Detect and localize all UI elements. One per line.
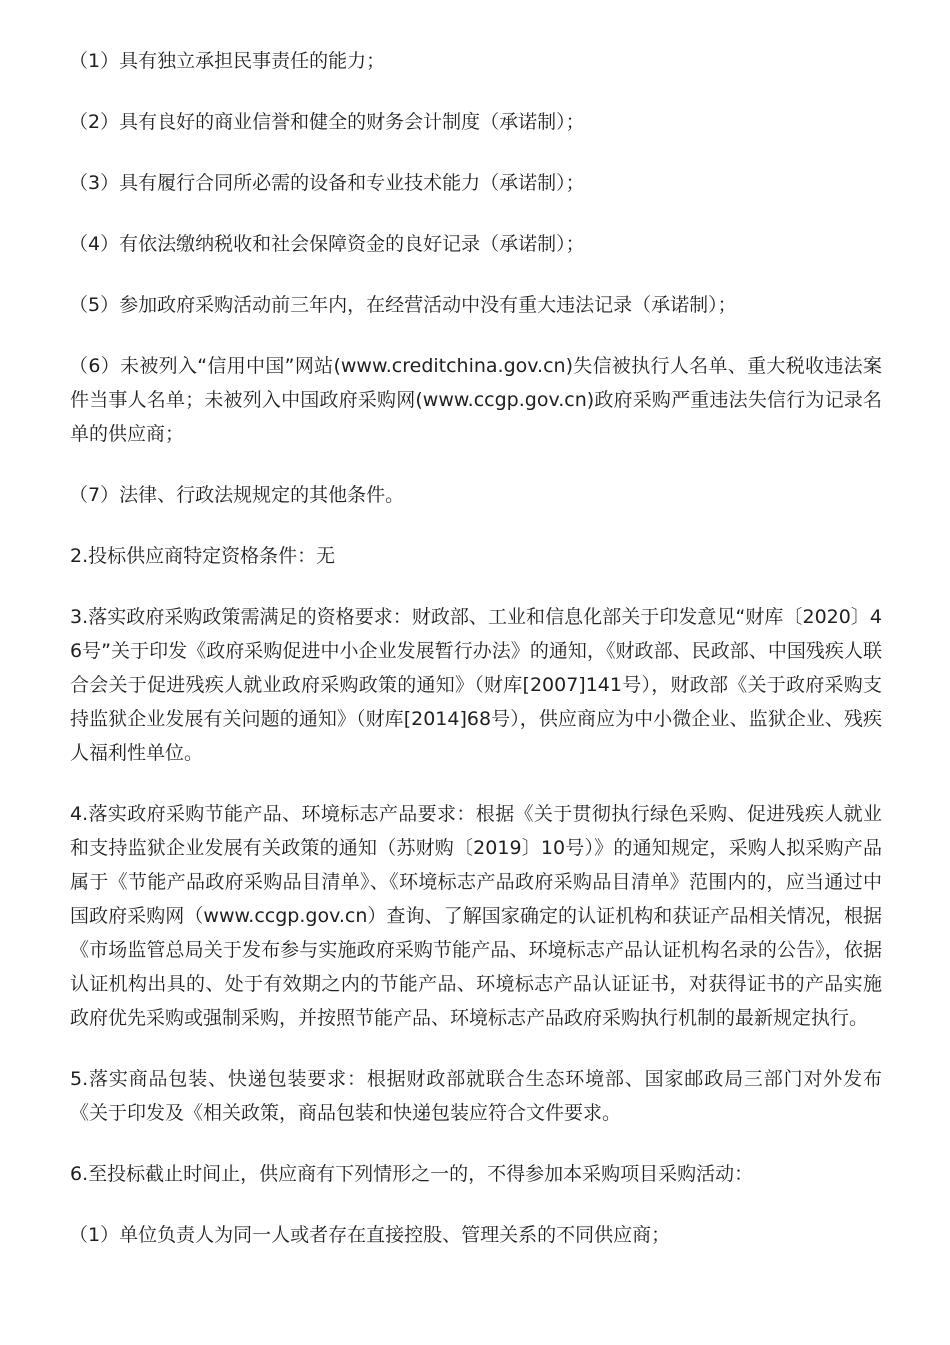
requirement-item-5: （5）参加政府采购活动前三年内，在经营活动中没有重大违法记录（承诺制）； [69,294,737,316]
section-3-policy-requirements: 3.落实政府采购政策需满足的资格要求：财政部、工业和信息化部关于印发意见“财库〔2020〕46号”关于印发《政府采购促进中小企业发展暂行办法》的通知，《财政部、民政部、中国残疾人联合会关于促进残疾人就业政府采购政策的通知》（财库[2007]141号），财政部《关于政府采购支持监狱企业发展有关问题的通知》（财库[2014]68号），供应商应为中小微企业、监狱企业、残疾人福利性单位。 [70,606,882,764]
requirement-item-2: （2）具有良好的商业信誉和健全的财务会计制度（承诺制）； [69,111,585,133]
document-page [70,44,882,1279]
requirement-item-3: （3）具有履行合同所必需的设备和专业技术能力（承诺制）； [69,172,585,194]
requirement-item-6: （6）未被列入“信用中国”网站(www.creditchina.gov.cn)失信被执行人名单、重大税收违法案件当事人名单；未被列入中国政府采购网(www.ccgp.gov.cn)政府采购严重违法失信行为记录名单的供应商； [69,355,882,445]
section-4-green-procurement: 4.落实政府采购节能产品、环境标志产品要求：根据《关于贯彻执行绿色采购、促进残疾人就业和支持监狱企业发展有关政策的通知（苏财购〔2019〕10号）》的通知规定，采购人拟采购产品属于《节能产品政府采购品目清单》、《环境标志产品政府采购品目清单》范围内的，应当通过中国政府采购网（www.ccgp.gov.cn）查询、了解国家确定的认证机构和获证产品相关情况，根据《市场监管总局关于发布参与实施政府采购节能产品、环境标志产品认证机构名录的公告》，依据认证机构出具的、处于有效期之内的节能产品、环境标志产品认证证书，对获得证书的产品实施政府优先采购或强制采购，并按照节能产品、环境标志产品政府采购执行机制的最新规定执行。 [70,803,882,1029]
requirement-item-1: （1）具有独立承担民事责任的能力； [69,50,386,72]
requirement-item-7: （7）法律、行政法规规定的其他条件。 [69,484,405,506]
disqualification-item-1: （1）单位负责人为同一人或者存在直接控股、管理关系的不同供应商； [69,1224,671,1246]
section-5-packaging-requirements: 5.落实商品包装、快递包装要求：根据财政部就联合生态环境部、国家邮政局三部门对外发布《关于印发及《相关政策，商品包装和快递包装应符合文件要求。 [70,1068,882,1124]
section-6-disqualifications: 6.至投标截止时间止，供应商有下列情形之一的，不得参加本采购项目采购活动： [70,1163,754,1185]
requirement-item-4: （4）有依法缴纳税收和社会保障资金的良好记录（承诺制）； [69,233,585,255]
section-2-specific-qualifications: 2.投标供应商特定资格条件：无 [70,545,336,567]
